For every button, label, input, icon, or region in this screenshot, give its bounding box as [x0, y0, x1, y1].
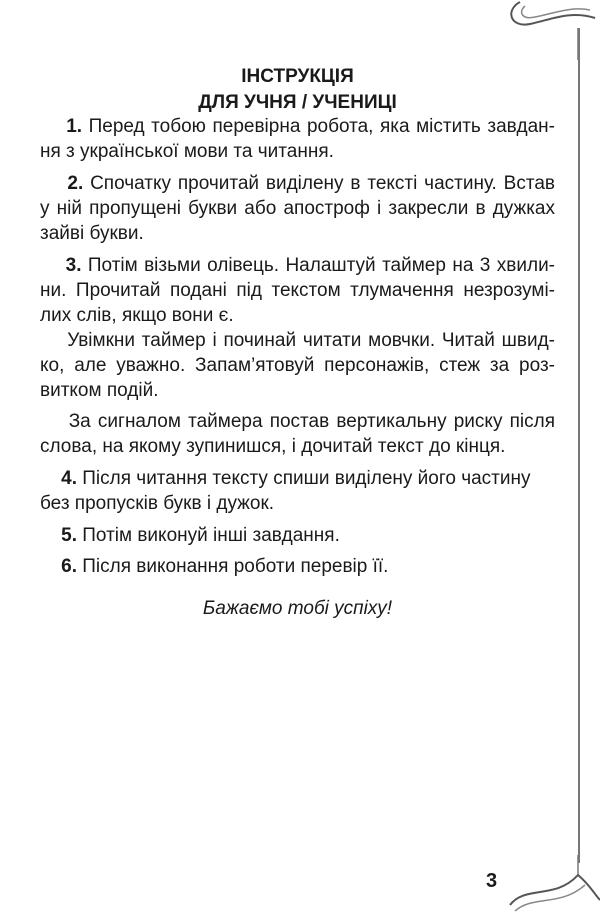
text: Увімкни таймер і починай читати мовчки. Читай швид- [67, 330, 555, 351]
instruction-3-line-7 [40, 409, 555, 434]
right-border-rule [578, 28, 580, 863]
item-number: 3. [65, 255, 82, 276]
instruction-1-line-1 [40, 114, 555, 139]
instruction-2-line-2: у ній пропущені букви або апостроф і закресли в дужках [40, 198, 555, 219]
item-number: 2. [67, 173, 84, 194]
instruction-3-line-5: ко, але уважно. Запам’ятовуй персонажів, стеж за роз- [40, 355, 555, 376]
instruction-3-line-4 [40, 328, 555, 353]
text: Після читання тексту спиши виділену його частину [82, 468, 531, 489]
item-number: 6. [61, 556, 77, 577]
page-number: 3 [486, 870, 498, 892]
ornament-top-icon [500, 0, 600, 60]
title-line-2: ДЛЯ УЧНЯ / УЧЕНИЦІ [198, 92, 397, 113]
instruction-6 [40, 554, 555, 579]
item-number: 5. [61, 525, 77, 546]
instruction-2-line-1 [40, 171, 555, 196]
instruction-3-line-1 [40, 253, 555, 278]
text: Потім виконуй інші завдання. [82, 525, 340, 546]
item-number: 1. [66, 116, 83, 137]
instruction-5 [40, 523, 555, 548]
text: Після виконання роботи перевір її. [82, 556, 389, 577]
instruction-3-line-8: слова, на якому зупинишся, і дочитай текст до кінця. [40, 436, 506, 457]
instruction-3-line-2: ни. Прочитай подані під текстом тлумачення незрозумі- [40, 280, 555, 301]
instruction-1-line-2: ня з української мови та читання. [40, 141, 334, 162]
text: За сигналом таймера постав вертикальну риску після [68, 411, 555, 432]
instruction-4-line-2: без пропусків букв і дужок. [40, 493, 275, 514]
item-number: 4. [61, 468, 77, 489]
title-line-1: ІНСТРУКЦІЯ [241, 66, 354, 87]
instruction-3-line-3: лих слів, якщо вони є. [40, 305, 234, 326]
closing-wish: Бажаємо тобі успіху! [202, 598, 393, 619]
instruction-2-line-3: зайві букви. [40, 223, 144, 244]
instruction-4-line-1 [40, 466, 555, 491]
text: Спочатку прочитай виділену в тексті частину. Встав [90, 173, 555, 194]
instruction-3-line-6: витком подій. [40, 380, 159, 401]
text: Перед тобою перевірна робота, яка містить завдан- [88, 116, 555, 137]
ornament-bottom-icon [505, 855, 600, 913]
text: Потім візьми олівець. Налаштуй таймер на 3 хвили- [87, 255, 556, 276]
